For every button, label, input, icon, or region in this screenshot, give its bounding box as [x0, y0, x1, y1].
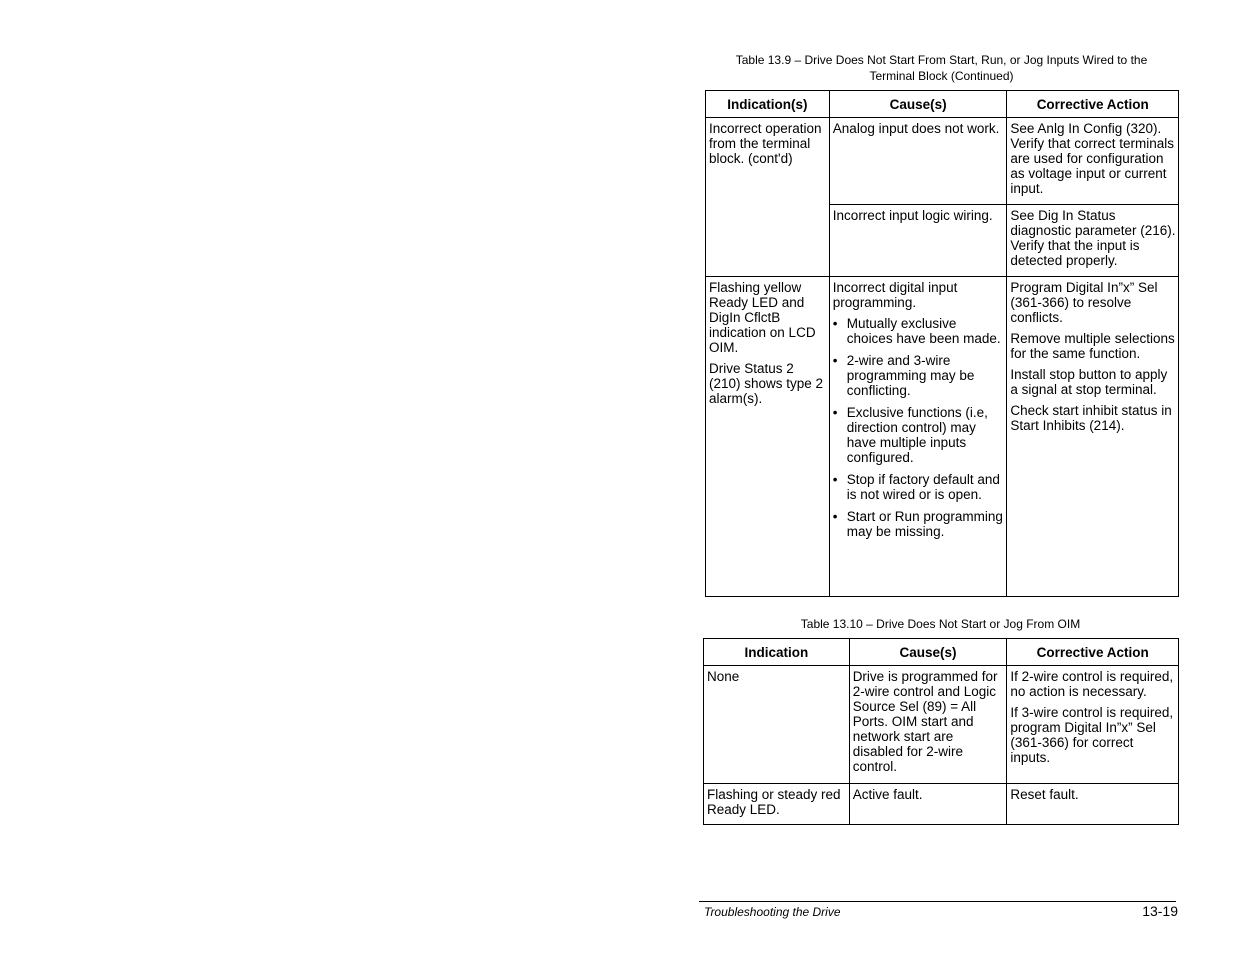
action-paragraph: Remove multiple selections for the same function.	[1010, 331, 1175, 361]
header-causes: Cause(s)	[829, 91, 1007, 118]
cause-bullet-list	[833, 316, 1005, 539]
table-13-10	[703, 638, 1179, 825]
header-indications: Indication(s)	[706, 91, 830, 118]
action-paragraph: Program Digital In”x” Sel (361-366) to resolve conflicts.	[1010, 280, 1158, 325]
bullet-item: • Mutually exclusive choices have been made.	[833, 316, 1005, 346]
table-13-9	[705, 90, 1179, 597]
action-cell: See Dig In Status diagnostic parameter (216). Verify that the input is detected properly.	[1007, 205, 1179, 277]
bullet-item: • Exclusive functions (i.e, direction control) may have multiple inputs configured.	[833, 405, 1005, 465]
indication-paragraph: Drive Status 2 (210) shows type 2 alarm(s).	[709, 361, 824, 406]
cause-cell: Active fault.	[849, 784, 1007, 825]
indication-paragraph: Flashing yellow Ready LED and DigIn CflctB indication on LCD OIM.	[709, 280, 816, 355]
action-paragraph: Check start inhibit status in Start Inhibits (214).	[1010, 403, 1172, 433]
cause-cell: Drive is programmed for 2-wire control and Logic Source Sel (89) = All Ports. OIM start and network start are disabled for 2-wire control.	[849, 666, 1007, 784]
caption-line-2: Terminal Block (Continued)	[869, 69, 1014, 83]
table-row	[704, 784, 1179, 825]
bullet-item: • 2-wire and 3-wire programming may be conflicting.	[833, 353, 1005, 398]
bullet-item: • Stop if factory default and is not wired or is open.	[833, 472, 1005, 502]
header-corrective-action: Corrective Action	[1007, 91, 1179, 118]
indication-cell: Flashing or steady red Ready LED.	[704, 784, 850, 825]
action-paragraph: If 2-wire control is required, no action is necessary.	[1010, 669, 1174, 699]
cause-intro: Incorrect digital input programming.	[832, 280, 958, 310]
indication-cell	[706, 277, 830, 597]
indication-cell: Incorrect operation from the terminal block. (cont'd)	[706, 118, 830, 277]
table-header-row	[704, 639, 1179, 666]
action-paragraph: Install stop button to apply a signal at stop terminal.	[1010, 367, 1168, 397]
bullet-item: • Start or Run programming may be missing.	[833, 509, 1005, 539]
header-indication: Indication	[704, 639, 850, 666]
cause-cell: Incorrect input logic wiring.	[829, 205, 1007, 277]
caption-line-1: Table 13.9 – Drive Does Not Start From Start, Run, or Jog Inputs Wired to the	[735, 53, 1148, 67]
action-cell	[1007, 277, 1179, 597]
table-13-9-caption	[705, 52, 1178, 84]
table-header-row	[706, 91, 1179, 118]
indication-cell: None	[704, 666, 850, 784]
cause-cell	[829, 277, 1007, 597]
page-number: 13-19	[1142, 903, 1178, 919]
action-cell: Reset fault.	[1007, 784, 1179, 825]
table-row	[706, 277, 1179, 597]
action-cell: See Anlg In Config (320). Verify that correct terminals are used for configuration as voltage input or current input.	[1007, 118, 1179, 205]
table-row	[704, 666, 1179, 784]
footer-section-title: Troubleshooting the Drive	[704, 905, 841, 919]
action-cell	[1007, 666, 1179, 784]
header-corrective-action: Corrective Action	[1007, 639, 1179, 666]
footer-divider	[699, 901, 1176, 902]
cause-cell: Analog input does not work.	[829, 118, 1007, 205]
action-paragraph: If 3-wire control is required, program Digital In”x” Sel (361-366) for correct inputs.	[1010, 705, 1174, 765]
table-row	[706, 118, 1179, 205]
header-causes: Cause(s)	[849, 639, 1007, 666]
table-13-10-caption: Table 13.10 – Drive Does Not Start or Jog From OIM	[800, 617, 1081, 631]
